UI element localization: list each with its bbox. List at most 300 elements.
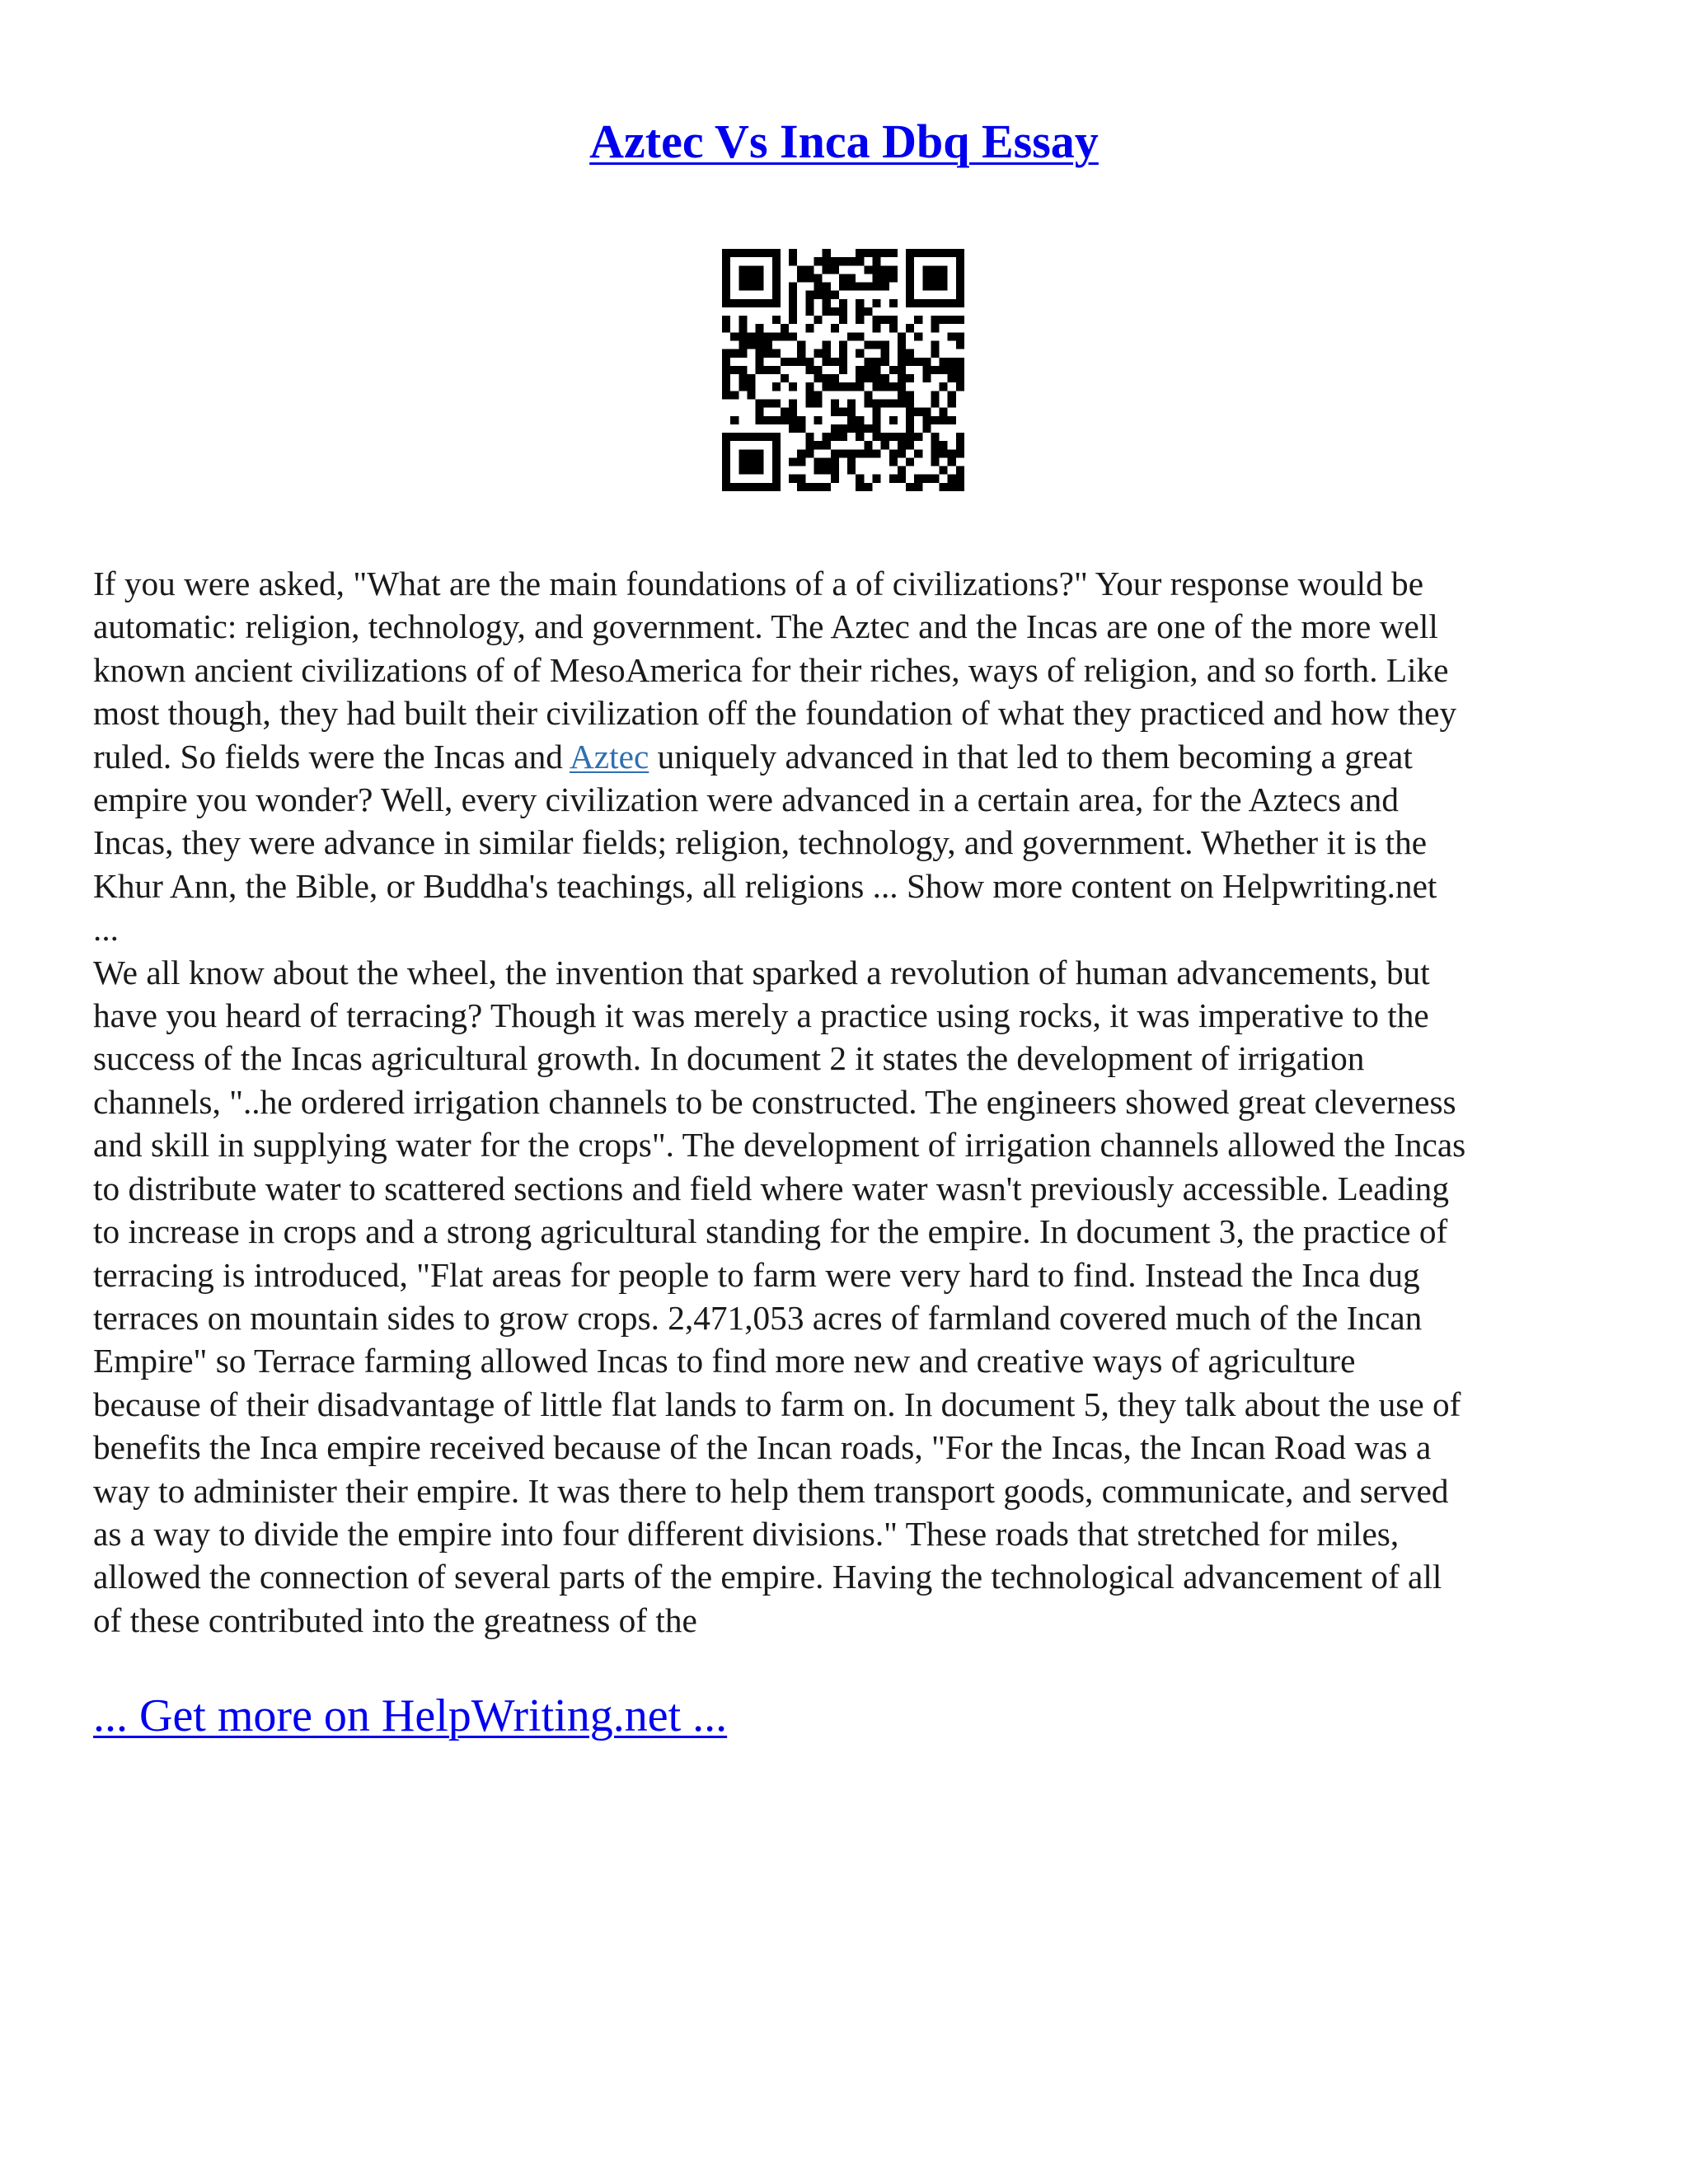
qr-module: [922, 299, 931, 307]
qr-module: [789, 399, 797, 407]
qr-module: [772, 291, 781, 299]
qr-module: [931, 283, 939, 291]
qr-module: [906, 424, 914, 433]
qr-module: [856, 424, 864, 433]
qr-module: [864, 374, 872, 382]
text-line: ...: [93, 910, 119, 949]
qr-module: [940, 416, 948, 424]
qr-module: [889, 274, 898, 282]
qr-module: [948, 249, 956, 257]
qr-module: [797, 349, 805, 358]
text-line: empire you wonder? Well, every civilization were advanced in a certain area, for the Aztecs and: [93, 780, 1399, 819]
qr-module: [839, 366, 847, 374]
qr-module: [764, 299, 772, 307]
qr-module: [756, 274, 764, 282]
qr-module: [823, 457, 831, 466]
qr-module: [956, 483, 964, 491]
qr-module: [889, 382, 898, 391]
qr-module: [940, 466, 948, 475]
qr-module: [831, 408, 839, 416]
qr-module: [872, 265, 880, 274]
text-line: If you were asked, "What are the main foundations of a of civilizations?" Your response would be: [93, 565, 1424, 602]
qr-module: [730, 332, 738, 340]
qr-module: [747, 483, 755, 491]
qr-module: [881, 283, 889, 291]
qr-module: [756, 399, 764, 407]
qr-module: [898, 441, 906, 449]
qr-module: [864, 358, 872, 366]
qr-module: [756, 358, 764, 366]
qr-module: [847, 399, 856, 407]
aztec-link[interactable]: Aztec: [569, 737, 649, 776]
qr-module: [856, 366, 864, 374]
footer-container: [93, 1690, 727, 1742]
qr-module: [839, 358, 847, 366]
qr-module: [906, 408, 914, 416]
qr-module: [722, 433, 730, 441]
qr-module: [814, 466, 823, 475]
qr-module: [948, 332, 956, 340]
qr-module: [814, 349, 823, 358]
text-line: and skill in supplying water for the crops". The development of irrigation channels allowed the Incas: [93, 1126, 1466, 1165]
qr-module: [789, 257, 797, 265]
qr-module: [881, 265, 889, 274]
qr-module: [931, 449, 939, 457]
qr-module: [906, 283, 914, 291]
qr-module: [906, 457, 914, 466]
qr-module: [931, 475, 939, 483]
qr-module: [948, 475, 956, 483]
qr-module: [831, 257, 839, 265]
qr-module: [764, 399, 772, 407]
qr-module: [940, 283, 948, 291]
qr-module: [948, 483, 956, 491]
qr-module: [898, 391, 906, 399]
qr-module: [823, 382, 831, 391]
qr-module: [872, 416, 880, 424]
qr-module: [931, 391, 939, 399]
qr-module: [956, 249, 964, 257]
qr-module: [872, 475, 880, 483]
qr-module: [747, 299, 755, 307]
qr-module: [856, 483, 864, 491]
qr-module: [940, 449, 948, 457]
qr-module: [856, 416, 864, 424]
qr-module: [906, 416, 914, 424]
qr-module: [823, 433, 831, 441]
qr-module: [839, 408, 847, 416]
qr-module: [789, 299, 797, 307]
qr-module: [872, 316, 880, 324]
qr-module: [839, 341, 847, 349]
qr-module: [831, 382, 839, 391]
qr-module: [722, 483, 730, 491]
qr-module: [730, 433, 738, 441]
qr-module: [722, 265, 730, 274]
qr-module: [948, 299, 956, 307]
qr-module: [831, 374, 839, 382]
qr-module: [906, 265, 914, 274]
qr-module: [956, 433, 964, 441]
text-line: We all know about the wheel, the invention that sparked a revolution of human advancements, but: [93, 953, 1430, 991]
qr-module: [906, 274, 914, 282]
qr-module: [906, 391, 914, 399]
qr-module: [881, 249, 889, 257]
qr-module: [881, 433, 889, 441]
qr-module: [823, 466, 831, 475]
qr-module: [797, 457, 805, 466]
qr-module: [756, 457, 764, 466]
qr-module: [764, 416, 772, 424]
qr-module: [872, 449, 880, 457]
qr-module: [856, 433, 864, 441]
qr-module: [781, 358, 789, 366]
qr-module: [831, 307, 839, 316]
qr-module: [722, 291, 730, 299]
qr-module: [789, 408, 797, 416]
qr-module: [789, 249, 797, 257]
qr-module: [789, 283, 797, 291]
qr-module: [906, 483, 914, 491]
qr-module: [764, 249, 772, 257]
qr-module: [805, 366, 814, 374]
qr-module: [772, 483, 781, 491]
qr-module: [847, 408, 856, 416]
qr-module: [781, 374, 789, 382]
qr-module: [839, 382, 847, 391]
qr-module: [931, 341, 939, 349]
qr-module: [797, 475, 805, 483]
qr-module: [881, 349, 889, 358]
qr-module: [931, 441, 939, 449]
qr-module: [814, 416, 823, 424]
qr-module: [856, 257, 864, 265]
qr-module: [772, 332, 781, 340]
qr-module: [847, 449, 856, 457]
qr-module: [956, 441, 964, 449]
qr-module: [738, 274, 747, 282]
text-line: because of their disadvantage of little flat lands to farm on. In document 5, they talk about the use of: [93, 1385, 1461, 1423]
qr-module: [789, 424, 797, 433]
qr-module: [906, 291, 914, 299]
qr-module: [772, 416, 781, 424]
qr-module: [940, 408, 948, 416]
qr-module: [764, 366, 772, 374]
qr-module: [839, 316, 847, 324]
qr-module: [797, 416, 805, 424]
qr-module: [922, 408, 931, 416]
qr-module: [931, 316, 939, 324]
qr-module: [956, 341, 964, 349]
qr-module: [956, 299, 964, 307]
qr-module: [856, 299, 864, 307]
qr-module: [839, 299, 847, 307]
qr-module: [805, 299, 814, 307]
qr-module: [738, 457, 747, 466]
qr-module: [914, 475, 922, 483]
qr-module: [722, 441, 730, 449]
qr-module: [756, 408, 764, 416]
qr-module: [789, 358, 797, 366]
qr-module: [756, 249, 764, 257]
qr-module: [756, 433, 764, 441]
qr-module: [730, 391, 738, 399]
qr-module: [839, 449, 847, 457]
qr-module: [940, 249, 948, 257]
qr-module: [722, 466, 730, 475]
qr-module: [956, 358, 964, 366]
qr-module: [906, 441, 914, 449]
qr-module: [839, 349, 847, 358]
qr-module: [931, 274, 939, 282]
qr-module: [747, 391, 755, 399]
qr-module: [948, 391, 956, 399]
qr-module: [847, 257, 856, 265]
qr-module: [814, 441, 823, 449]
title-link[interactable]: Aztec Vs Inca Dbq Essay: [589, 115, 1099, 168]
qr-module: [747, 466, 755, 475]
qr-module: [738, 316, 747, 324]
qr-module: [948, 416, 956, 424]
qr-module: [948, 457, 956, 466]
qr-module: [722, 316, 730, 324]
qr-module: [898, 349, 906, 358]
text-line: to distribute water to scattered sections and field where water wasn't previously accessible. Leading: [93, 1169, 1449, 1207]
qr-module: [864, 399, 872, 407]
qr-module: [864, 307, 872, 316]
qr-module: [856, 249, 864, 257]
qr-module: [856, 475, 864, 483]
qr-module: [747, 374, 755, 382]
qr-module: [814, 374, 823, 382]
qr-module: [906, 349, 914, 358]
qr-module: [797, 424, 805, 433]
text-line: terracing is introduced, "Flat areas for people to farm were very hard to find. Instead the Inca dug: [93, 1255, 1420, 1294]
text-segment: uniquely advanced in that led to them becoming a great: [649, 737, 1413, 776]
qr-module: [856, 307, 864, 316]
qr-module: [956, 475, 964, 483]
qr-module: [764, 332, 772, 340]
qr-module: [914, 483, 922, 491]
get-more-link[interactable]: ... Get more on HelpWriting.net ...: [93, 1690, 728, 1741]
qr-module: [881, 399, 889, 407]
qr-module: [756, 466, 764, 475]
qr-module: [823, 283, 831, 291]
qr-module: [881, 358, 889, 366]
qr-module: [922, 366, 931, 374]
text-line: have you heard of terracing? Though it was merely a practice using rocks, it was imperative to the: [93, 996, 1429, 1035]
qr-module: [772, 366, 781, 374]
qr-module: [722, 449, 730, 457]
qr-module: [940, 274, 948, 282]
qr-module: [831, 424, 839, 433]
qr-module: [772, 316, 781, 324]
title-container: [0, 114, 1688, 169]
qr-module: [823, 299, 831, 307]
qr-module: [831, 433, 839, 441]
qr-module: [889, 249, 898, 257]
qr-module: [864, 391, 872, 399]
qr-module: [864, 283, 872, 291]
qr-module: [931, 249, 939, 257]
qr-module: [956, 374, 964, 382]
qr-module: [931, 457, 939, 466]
qr-module: [756, 265, 764, 274]
qr-module: [747, 433, 755, 441]
qr-module: [823, 257, 831, 265]
qr-module: [906, 399, 914, 407]
qr-module: [864, 265, 872, 274]
qr-module: [914, 249, 922, 257]
qr-module: [864, 441, 872, 449]
qr-module: [722, 374, 730, 382]
qr-module: [906, 257, 914, 265]
qr-module: [738, 349, 747, 358]
qr-module: [914, 299, 922, 307]
qr-module: [772, 466, 781, 475]
qr-module: [948, 316, 956, 324]
qr-module: [831, 324, 839, 332]
qr-module: [738, 449, 747, 457]
qr-module: [814, 366, 823, 374]
qr-module: [889, 265, 898, 274]
qr-module: [772, 299, 781, 307]
qr-module: [922, 475, 931, 483]
qr-module: [738, 483, 747, 491]
qr-module: [864, 449, 872, 457]
qr-module: [940, 358, 948, 366]
qr-module: [738, 249, 747, 257]
qr-module: [940, 382, 948, 391]
qr-module: [772, 457, 781, 466]
qr-module: [872, 257, 880, 265]
qr-module: [772, 433, 781, 441]
qr-module: [756, 332, 764, 340]
qr-module: [872, 299, 880, 307]
qr-module: [889, 316, 898, 324]
qr-module: [922, 265, 931, 274]
qr-module: [914, 433, 922, 441]
qr-module: [764, 433, 772, 441]
qr-module: [872, 341, 880, 349]
qr-module: [948, 366, 956, 374]
qr-module: [722, 349, 730, 358]
qr-module: [889, 449, 898, 457]
qr-module: [805, 433, 814, 441]
qr-module: [747, 341, 755, 349]
qr-module: [747, 332, 755, 340]
qr-module: [940, 441, 948, 449]
qr-module: [898, 466, 906, 475]
qr-module: [847, 424, 856, 433]
qr-module: [789, 291, 797, 299]
qr-module: [772, 449, 781, 457]
qr-module: [781, 408, 789, 416]
qr-module: [747, 457, 755, 466]
qr-module: [738, 374, 747, 382]
qr-module: [889, 324, 898, 332]
qr-module: [722, 324, 730, 332]
qr-module: [872, 358, 880, 366]
qr-module: [839, 274, 847, 282]
qr-module: [898, 433, 906, 441]
qr-module: [914, 316, 922, 324]
qr-module: [814, 283, 823, 291]
qr-module: [805, 391, 814, 399]
qr-module: [823, 358, 831, 366]
qr-module: [881, 441, 889, 449]
qr-module: [814, 483, 823, 491]
qr-module: [730, 366, 738, 374]
text-line: Khur Ann, the Bible, or Buddha's teachings, all religions ... Show more content on Helpwriting.net: [93, 866, 1437, 905]
qr-module: [756, 283, 764, 291]
qr-module: [814, 274, 823, 282]
text-line: to increase in crops and a strong agricultural standing for the empire. In document 3, the practice of: [93, 1212, 1448, 1251]
qr-module: [872, 274, 880, 282]
qr-module: [872, 424, 880, 433]
qr-module: [956, 291, 964, 299]
qr-module: [931, 349, 939, 358]
qr-module: [756, 366, 764, 374]
text-line: channels, "..he ordered irrigation channels to be constructed. The engineers showed great cleverness: [93, 1082, 1456, 1121]
qr-module: [931, 265, 939, 274]
qr-module: [789, 457, 797, 466]
qr-module: [738, 366, 747, 374]
qr-module: [898, 382, 906, 391]
qr-module: [722, 457, 730, 466]
qr-module: [956, 283, 964, 291]
qr-module: [948, 358, 956, 366]
qr-module: [831, 466, 839, 475]
qr-module: [956, 332, 964, 340]
qr-module: [831, 358, 839, 366]
qr-module: [906, 324, 914, 332]
qr-module: [772, 249, 781, 257]
essay-body: [93, 562, 1601, 1642]
qr-module: [881, 274, 889, 282]
qr-module: [922, 358, 931, 366]
qr-module: [898, 399, 906, 407]
qr-module: [730, 299, 738, 307]
qr-module: [831, 475, 839, 483]
qr-module: [738, 466, 747, 475]
qr-module: [956, 274, 964, 282]
qr-module: [856, 283, 864, 291]
qr-module: [756, 299, 764, 307]
qr-module: [847, 332, 856, 340]
qr-module: [906, 374, 914, 382]
qr-module: [747, 449, 755, 457]
qr-module: [722, 382, 730, 391]
qr-module: [864, 341, 872, 349]
qr-module: [839, 257, 847, 265]
qr-module: [722, 299, 730, 307]
qr-module: [805, 274, 814, 282]
qr-module: [931, 324, 939, 332]
qr-module: [756, 324, 764, 332]
qr-module: [898, 341, 906, 349]
qr-module: [747, 274, 755, 282]
qr-module: [730, 416, 738, 424]
qr-module: [881, 316, 889, 324]
qr-module: [730, 249, 738, 257]
qr-module: [956, 257, 964, 265]
qr-module: [898, 358, 906, 366]
qr-module: [722, 274, 730, 282]
qr-module: [948, 449, 956, 457]
qr-module: [898, 332, 906, 340]
qr-module: [823, 249, 831, 257]
